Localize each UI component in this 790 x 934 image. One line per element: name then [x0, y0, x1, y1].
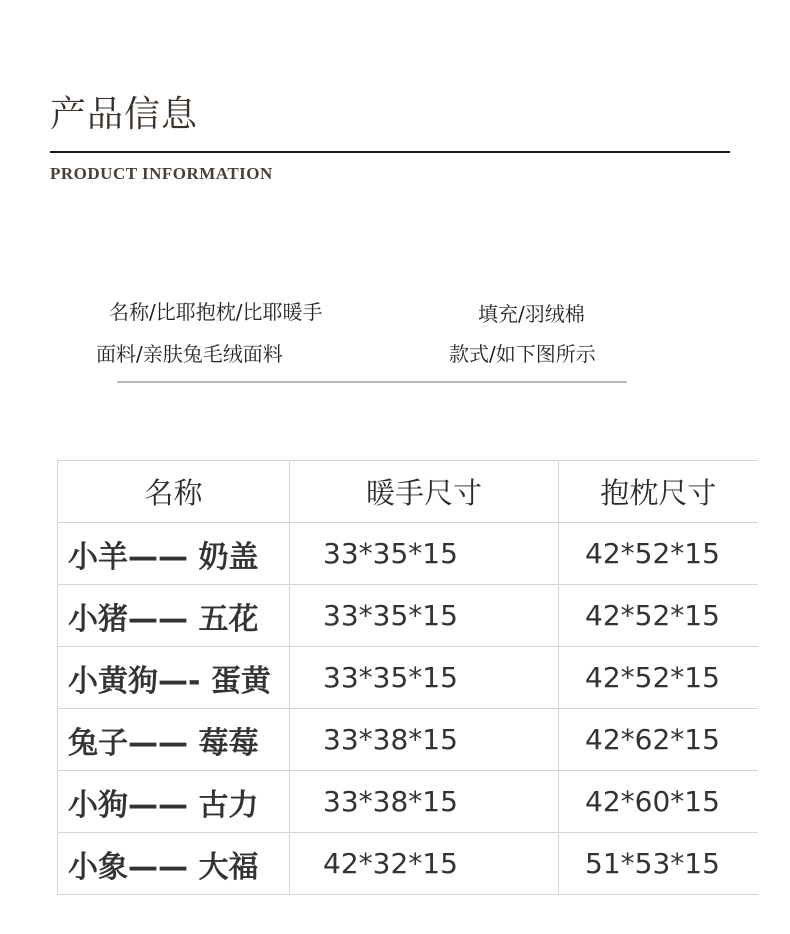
- row-pillow-size: 51*53*15: [559, 833, 758, 895]
- info-filling: 填充/羽绒棉: [478, 302, 585, 326]
- row-pillow-size: 42*52*15: [559, 523, 758, 585]
- row-name: 小黄狗—- 蛋黄: [58, 647, 290, 709]
- row-name: 小猪—— 五花: [58, 585, 290, 647]
- header-pillow-size: 抱枕尺寸: [559, 461, 758, 523]
- table-row: [58, 833, 758, 895]
- info-divider: [117, 381, 627, 383]
- size-table: [57, 460, 758, 895]
- table-row: [58, 771, 758, 833]
- page-title: 产品信息: [50, 94, 199, 135]
- row-hand-warmer-size: 33*35*15: [290, 647, 559, 709]
- info-fabric: 面料/亲肤兔毛绒面料: [96, 342, 283, 366]
- title-divider: [50, 151, 730, 153]
- row-name: 兔子—— 莓莓: [58, 709, 290, 771]
- row-hand-warmer-size: 33*35*15: [290, 523, 559, 585]
- info-name: 名称/比耶抱枕/比耶暖手: [109, 300, 323, 324]
- table-row: [58, 523, 758, 585]
- table-row: [58, 585, 758, 647]
- row-pillow-size: 42*52*15: [559, 647, 758, 709]
- row-hand-warmer-size: 33*38*15: [290, 771, 559, 833]
- header-name: 名称: [58, 461, 290, 523]
- row-pillow-size: 42*62*15: [559, 709, 758, 771]
- row-name: 小狗—— 古力: [58, 771, 290, 833]
- info-style: 款式/如下图所示: [449, 342, 596, 366]
- table-header-row: [58, 461, 758, 523]
- table-row: [58, 647, 758, 709]
- table-row: [58, 709, 758, 771]
- row-pillow-size: 42*60*15: [559, 771, 758, 833]
- row-name: 小羊—— 奶盖: [58, 523, 290, 585]
- row-pillow-size: 42*52*15: [559, 585, 758, 647]
- row-name: 小象—— 大福: [58, 833, 290, 895]
- page-subtitle: PRODUCT INFORMATION: [50, 164, 273, 183]
- row-hand-warmer-size: 42*32*15: [290, 833, 559, 895]
- row-hand-warmer-size: 33*35*15: [290, 585, 559, 647]
- header-hand-warmer-size: 暖手尺寸: [290, 461, 559, 523]
- row-hand-warmer-size: 33*38*15: [290, 709, 559, 771]
